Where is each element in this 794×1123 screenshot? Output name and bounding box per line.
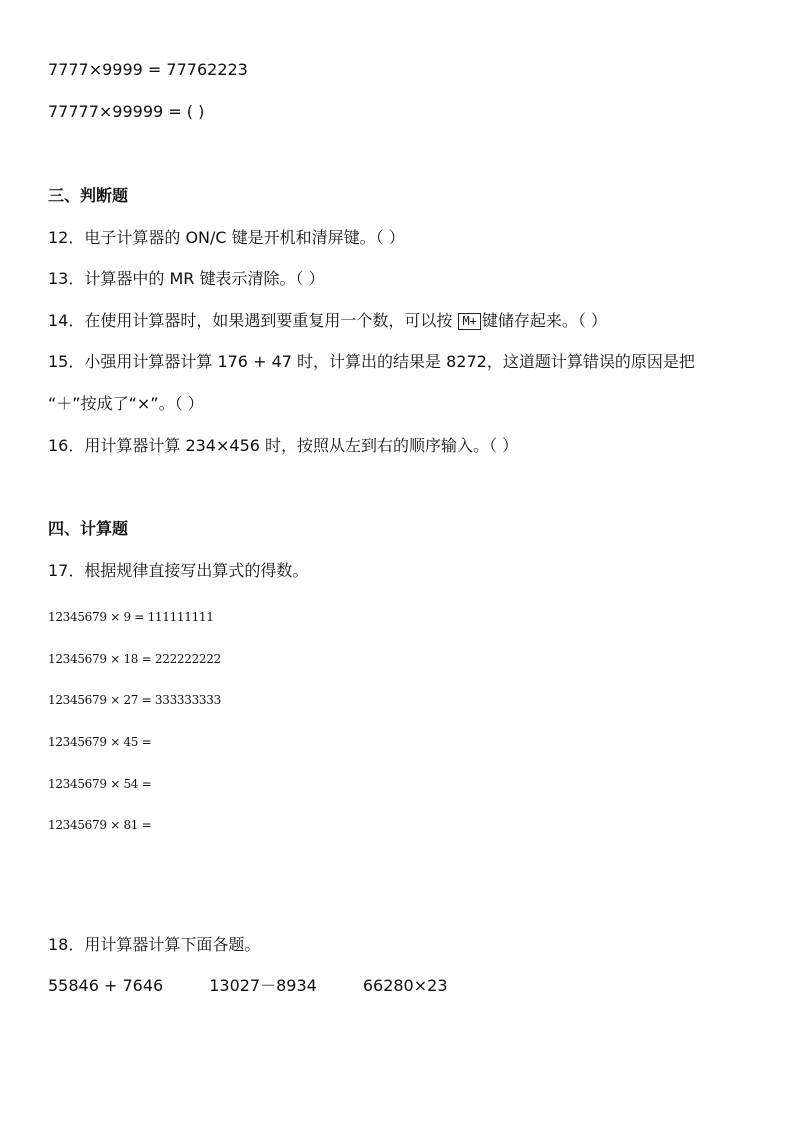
question-15-cont: “＋”按成了“×”。（ ） xyxy=(48,394,204,413)
pattern-equation-5: 12345679 × 54 = xyxy=(48,777,152,791)
pattern-equation-2: 12345679 × 18 = 222222222 xyxy=(48,652,221,666)
question-18: 18．用计算器计算下面各题。 xyxy=(48,935,261,954)
question-16: 16．用计算器计算 234×456 时，按照从左到右的顺序输入。（ ） xyxy=(48,436,519,455)
calc-item-3: 66280×23 xyxy=(362,976,448,995)
equation-line-1: 7777×9999 = 77762223 xyxy=(48,60,248,79)
question-14-tail: 键储存起来。（ ） xyxy=(481,311,607,330)
section-heading-calculation: 四、计算题 xyxy=(48,519,129,538)
calc-item-2: 13027－8934 xyxy=(209,976,317,995)
question-15: 15．小强用计算器计算 176 + 47 时，计算出的结果是 8272，这道题计算错误的原因是把 xyxy=(48,352,695,371)
pattern-equation-3: 12345679 × 27 = 333333333 xyxy=(48,693,221,707)
question-14 xyxy=(48,311,607,331)
pattern-equation-4: 12345679 × 45 = xyxy=(48,735,152,749)
section-heading-judgement: 三、判断题 xyxy=(48,186,129,205)
equation-line-2: 77777×99999 = ( ) xyxy=(48,102,205,121)
pattern-equation-1: 12345679 × 9 = 111111111 xyxy=(48,610,214,624)
memory-plus-key-icon: M+ xyxy=(458,313,480,330)
question-14-text: 14．在使用计算器时，如果遇到要重复用一个数，可以按 xyxy=(48,311,458,330)
calc-row xyxy=(48,976,448,996)
pattern-equation-6: 12345679 × 81 = xyxy=(48,818,152,832)
question-12: 12．电子计算器的 ON/C 键是开机和清屏键。（ ） xyxy=(48,228,405,247)
question-13: 13．计算器中的 MR 键表示清除。（ ） xyxy=(48,269,325,288)
calc-item-1: 55846 + 7646 xyxy=(48,976,164,995)
question-17: 17．根据规律直接写出算式的得数。 xyxy=(48,561,309,580)
